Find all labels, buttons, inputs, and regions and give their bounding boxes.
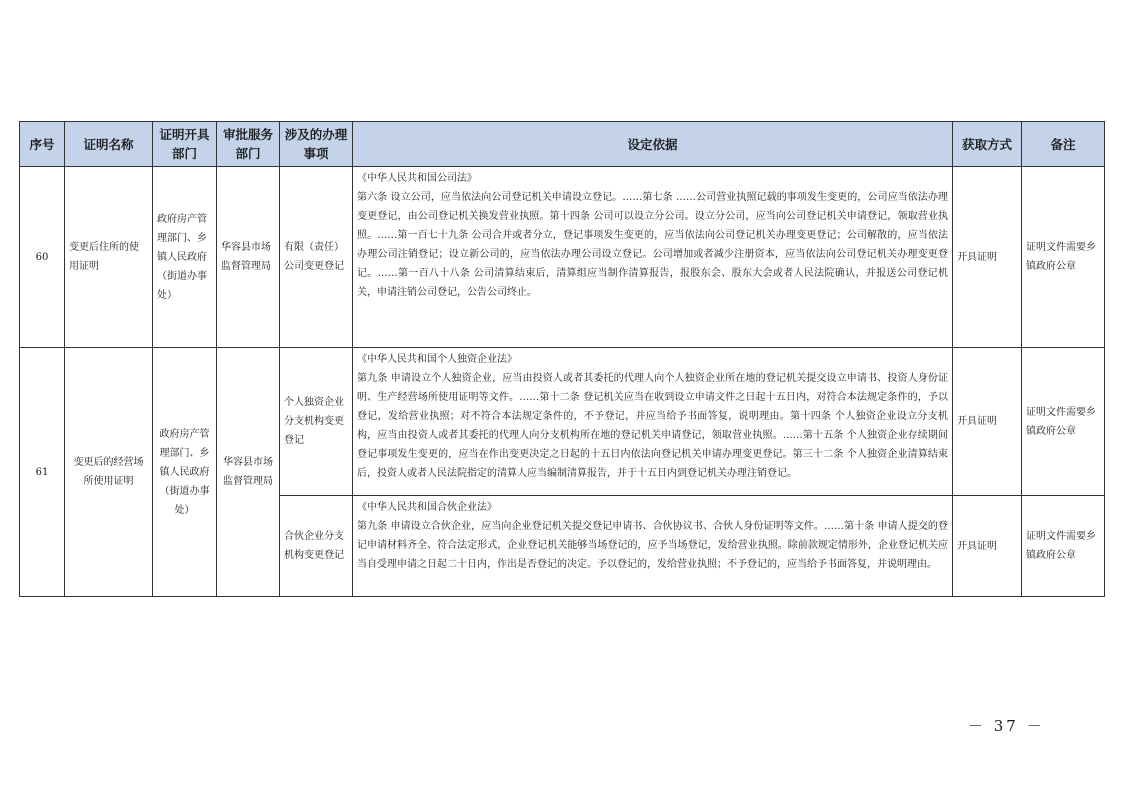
basis-law-title: 《中华人民共和国合伙企业法》	[357, 502, 497, 513]
table-header-row	[20, 122, 1105, 167]
header-matter: 涉及的办理事项	[280, 122, 353, 167]
row-matter: 合伙企业分支机构变更登记	[280, 496, 353, 597]
page-number: － 37 －	[968, 717, 1045, 735]
table-row	[20, 348, 1105, 496]
table-row	[20, 167, 1105, 348]
basis-law-title: 《中华人民共和国个人独资企业法》	[357, 354, 517, 365]
basis-law-text: 第六条 设立公司，应当依法向公司登记机关申请设立登记。……第七条 ……公司营业执照记载的事项发生变更的，公司应当依法办理变更登记，由公司登记机关换发营业执照。第十四条 公司可以设立分公司。设立分公司，应当向公司登记机关申请登记，领取营业执照。……第一百七十九条 公司合并或者分立，登记事项发生变更的，应当依法向公司登记机关办理变更登记；公司解散的，应当依法办理公司注销登记；设立新公司的，应当依法办理公司设立登记。公司增加或者减少注册资本，应当依法向公司登记机关办理变更登记。……第一百八十八条 公司清算结束后，清算组应当制作清算报告，报股东会、股东大会或者人民法院确认，并报送公司登记机关，申请注销公司登记，公告公司终止。	[357, 192, 948, 298]
row-cert-name: 变更后住所的使用证明	[65, 167, 153, 348]
row-legal-basis	[353, 167, 953, 348]
row-matter: 有限（责任）公司变更登记	[280, 167, 353, 348]
row-method: 开具证明	[953, 496, 1022, 597]
row-method: 开具证明	[953, 348, 1022, 496]
header-seq: 序号	[20, 122, 65, 167]
row-issuer: 政府房产管理部门、乡镇人民政府（街道办事处）	[153, 167, 217, 348]
header-method: 获取方式	[953, 122, 1022, 167]
row-cert-name: 变更后的经营场所使用证明	[65, 348, 153, 597]
basis-law-title: 《中华人民共和国公司法》	[357, 173, 477, 184]
row-remark: 证明文件需要乡镇政府公章	[1022, 348, 1105, 496]
basis-law-text: 第九条 申请设立合伙企业，应当向企业登记机关提交登记申请书、合伙协议书、合伙人身份证明等文件。……第十条 申请人提交的登记申请材料齐全、符合法定形式，企业登记机关能够当场登记的，应予当场登记，发给营业执照。除前款规定情形外，企业登记机关应当自受理申请之日起二十日内，作出是否登记的决定。予以登记的，发给营业执照；不予登记的，应当给予书面答复，并说明理由。	[357, 521, 948, 570]
row-remark: 证明文件需要乡镇政府公章	[1022, 496, 1105, 597]
row-seq: 60	[20, 167, 65, 348]
row-approver: 华容县市场监督管理局	[217, 348, 280, 597]
basis-law-text: 第九条 申请设立个人独资企业，应当由投资人或者其委托的代理人向个人独资企业所在地的登记机关提交设立申请书、投资人身份证明、生产经营场所使用证明等文件。……第十二条 登记机关应当在收到设立申请文件之日起十五日内，对符合本法规定条件的，予以登记，发给营业执照；对不符合本法规定条件的，不予登记，并应当给予书面答复，说明理由。第十四条 个人独资企业设立分支机构，应当由投资人或者其委托的代理人向分支机构所在地的登记机关申请登记，领取营业执照。……第十五条 个人独资企业存续期间登记事项发生变更的，应当在作出变更决定之日起的十五日内依法向登记机关申请办理变更登记。第三十二条 个人独资企业清算结束后，投资人或者人民法院指定的清算人应当编制清算报告，并于十五日内到登记机关办理注销登记。	[357, 373, 948, 479]
row-legal-basis	[353, 496, 953, 597]
document-page	[19, 121, 1104, 597]
header-remark: 备注	[1022, 122, 1105, 167]
row-legal-basis	[353, 348, 953, 496]
row-seq: 61	[20, 348, 65, 597]
row-method: 开具证明	[953, 167, 1022, 348]
row-matter: 个人独资企业分支机构变更登记	[280, 348, 353, 496]
header-name: 证明名称	[65, 122, 153, 167]
header-approver: 审批服务部门	[217, 122, 280, 167]
certificate-table	[19, 121, 1105, 597]
header-basis: 设定依据	[353, 122, 953, 167]
row-issuer: 政府房产管理部门、乡镇人民政府（街道办事处）	[153, 348, 217, 597]
row-remark: 证明文件需要乡镇政府公章	[1022, 167, 1105, 348]
row-approver: 华容县市场监督管理局	[217, 167, 280, 348]
header-issuer: 证明开具部门	[153, 122, 217, 167]
